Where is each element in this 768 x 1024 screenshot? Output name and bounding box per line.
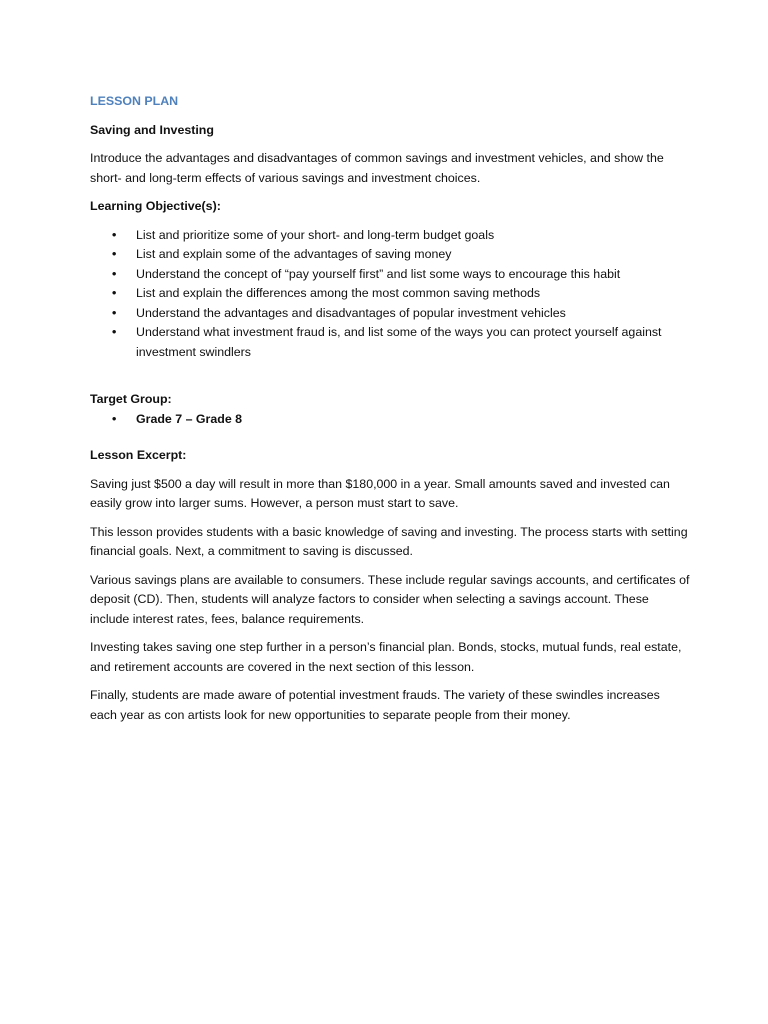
list-item: • Grade 7 – Grade 8 [90, 410, 690, 430]
excerpt-paragraph: Investing takes saving one step further in a person’s financial plan. Bonds, stocks, mutual funds, real estate, and retirement accounts are covered in the next section of this lesson. [90, 640, 682, 674]
lesson-plan-label: LESSON PLAN [90, 94, 179, 108]
excerpt-paragraph: Various savings plans are available to consumers. These include regular savings accounts, and certificates of deposit (CD). Then, students will analyze factors to consider when selecting a savings account. These include interest rates, fees, balance requirements. [90, 572, 690, 626]
list-item: • List and explain some of the advantages of saving money [90, 245, 690, 265]
lesson-title: Saving and Investing [90, 122, 214, 137]
target-group-list [90, 410, 690, 430]
objectives-list [90, 226, 690, 363]
document-page [90, 92, 690, 734]
excerpt-paragraph: This lesson provides students with a basic knowledge of saving and investing. The process starts with setting financial goals. Next, a commitment to saving is discussed. [90, 524, 688, 558]
excerpt-heading: Lesson Excerpt: [90, 448, 187, 462]
list-item: • Understand what investment fraud is, and list some of the ways you can protect yourself against investment swindlers [90, 323, 690, 362]
list-item: • List and explain the differences among the most common saving methods [90, 284, 690, 304]
target-group-heading: Target Group: [90, 392, 172, 406]
intro-paragraph: Introduce the advantages and disadvantages of common savings and investment vehicles, and show the short- and long-term effects of various savings and investment choices. [90, 151, 664, 185]
list-item: • Understand the advantages and disadvantages of popular investment vehicles [90, 304, 690, 324]
list-item: • Understand the concept of “pay yourself first” and list some ways to encourage this habit [90, 265, 690, 285]
objectives-heading: Learning Objective(s): [90, 199, 221, 213]
excerpt-paragraph: Saving just $500 a day will result in more than $180,000 in a year. Small amounts saved and invested can easily grow into larger sums. However, a person must start to save. [90, 476, 670, 510]
spacer [90, 438, 690, 446]
spacer [90, 371, 690, 390]
excerpt-paragraph: Finally, students are made aware of potential investment frauds. The variety of these swindles increases each year as con artists look for new opportunities to separate people from their money. [90, 688, 660, 722]
list-item: • List and prioritize some of your short- and long-term budget goals [90, 226, 690, 246]
